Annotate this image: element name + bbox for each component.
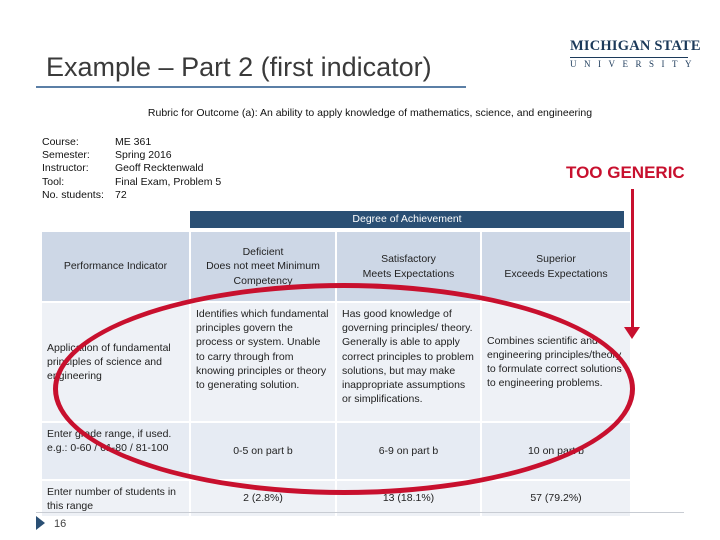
page-number: 16 xyxy=(54,518,67,530)
info-value: Spring 2016 xyxy=(115,149,172,162)
slide-title: Example – Part 2 (first indicator) xyxy=(46,52,432,82)
info-row-course xyxy=(42,136,221,149)
rubric-table xyxy=(42,232,624,513)
info-value: Final Exam, Problem 5 xyxy=(115,175,222,188)
student-count-label: Enter number of students in this range xyxy=(42,481,189,516)
grade-range-satisfactory: 6-9 on part b xyxy=(337,423,480,479)
too-generic-callout: TOO GENERIC xyxy=(566,163,685,182)
grade-range-superior: 10 on part b xyxy=(482,423,630,479)
info-key: Instructor: xyxy=(42,162,89,175)
header-performance-indicator: Performance Indicator xyxy=(42,232,189,301)
course-info xyxy=(42,136,221,202)
student-count-superior: 57 (79.2%) xyxy=(482,481,630,516)
header-deficient: Deficient Does not meet Minimum Competency xyxy=(191,232,335,301)
rubric-title: Rubric for Outcome (a): An ability to apply knowledge of mathematics, science, and engineering xyxy=(147,107,593,119)
logo-line-2: UNIVERSITY xyxy=(570,59,699,69)
info-value: Geoff Recktenwald xyxy=(115,162,204,175)
header-superior: Superior Exceeds Expectations xyxy=(482,232,630,301)
indicator-name: Application of fundamental principles of science and engineering xyxy=(42,303,189,421)
logo-divider xyxy=(570,57,688,58)
indicator-superior: Combines scientific and engineering principles/theory to formulate correct solutions to engineering problems. xyxy=(482,303,630,421)
indicator-satisfactory: Has good knowledge of governing principles/ theory. Generally is able to apply correct principles to problem solutions, but may make inappropriate assumptions or simplifications. xyxy=(337,303,480,421)
footer-divider xyxy=(36,512,684,513)
student-count-satisfactory: 13 (18.1%) xyxy=(337,481,480,516)
info-value: ME 361 xyxy=(115,136,152,148)
info-row-students xyxy=(42,189,221,202)
red-arrow-shaft xyxy=(631,189,634,329)
logo-line-1: MICHIGAN STATE xyxy=(570,38,701,54)
info-key: Course: xyxy=(42,136,79,148)
grade-range-deficient: 0-5 on part b xyxy=(191,423,335,479)
student-count-deficient: 2 (2.8%) xyxy=(191,481,335,516)
grade-range-label: Enter grade range, if used. e.g.: 0-60 / 61-80 / 81-100 xyxy=(42,423,189,479)
info-key: Semester: xyxy=(42,149,90,162)
info-row-semester xyxy=(42,149,221,162)
red-arrow-head-icon xyxy=(624,327,640,339)
info-key: Tool: xyxy=(42,175,65,188)
header-satisfactory: Satisfactory Meets Expectations xyxy=(337,232,480,301)
degree-of-achievement-header: Degree of Achievement xyxy=(190,211,624,228)
info-row-tool xyxy=(42,176,221,189)
info-value: 72 xyxy=(115,188,127,201)
title-underline xyxy=(36,86,466,88)
msu-logo xyxy=(570,38,701,69)
indicator-deficient: Identifies which fundamental principles govern the process or system. Unable to carry through from knowing principles or theory to generating solution. xyxy=(191,303,335,421)
info-row-instructor xyxy=(42,162,221,175)
info-key: No. students: xyxy=(42,188,104,201)
play-triangle-icon xyxy=(36,516,45,530)
